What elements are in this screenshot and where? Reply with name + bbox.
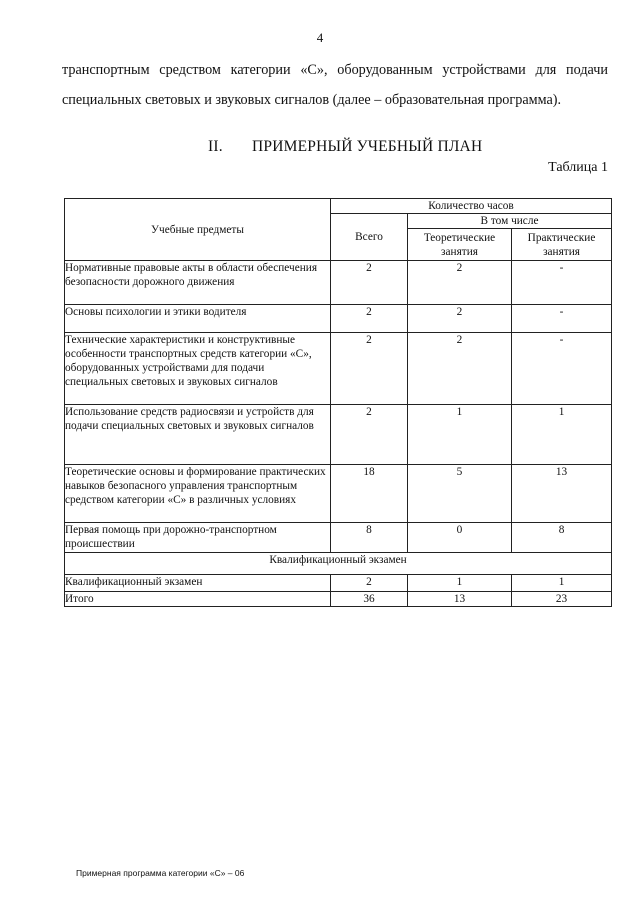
header-total: Всего: [331, 214, 408, 261]
row-practice: 1: [512, 405, 612, 465]
row-practice: -: [512, 305, 612, 333]
row-theory: 2: [408, 305, 512, 333]
row-total: 18: [331, 465, 408, 523]
table-row: [65, 405, 612, 465]
exam-section-row: [65, 553, 612, 575]
row-subject: Первая помощь при дорожно-транспортном происшествии: [65, 523, 331, 553]
intro-line-2: специальных световых и звуковых сигналов (далее – образовательная программа).: [62, 92, 562, 108]
table-caption: Таблица 1: [548, 160, 608, 175]
total-label: Итого: [65, 592, 331, 607]
row-subject: Основы психологии и этики водителя: [65, 305, 331, 333]
row-subject: Технические характеристики и конструктивные особенности транспортных средств категории «С», оборудованных устройствами для подачи специальных световых и звуковых сигналов: [65, 333, 331, 405]
intro-paragraph: [62, 60, 608, 110]
row-theory: 1: [408, 405, 512, 465]
intro-line-1: транспортным средством категории «С», оборудованным устройствами для подачи: [62, 62, 608, 78]
row-total: 8: [331, 523, 408, 553]
table-row: [65, 261, 612, 305]
section-heading: [208, 138, 482, 156]
header-practice: Практические занятия: [512, 229, 612, 261]
page-number: 4: [316, 30, 324, 45]
header-including: В том числе: [408, 214, 612, 229]
row-theory: 5: [408, 465, 512, 523]
row-theory: 0: [408, 523, 512, 553]
exam-total: 2: [331, 575, 408, 592]
page-footer: Примерная программа категории «С» – 06: [76, 868, 245, 878]
row-subject: Теоретические основы и формирование практических навыков безопасного управления транспортным средством категории «С» в различных условиях: [65, 465, 331, 523]
total-theory: 13: [408, 592, 512, 607]
row-theory: 2: [408, 261, 512, 305]
row-subject: Нормативные правовые акты в области обеспечения безопасности дорожного движения: [65, 261, 331, 305]
table-row: [65, 333, 612, 405]
total-row: [65, 592, 612, 607]
exam-section-title: Квалификационный экзамен: [65, 553, 612, 575]
curriculum-table: [64, 198, 612, 607]
exam-practice: 1: [512, 575, 612, 592]
row-total: 2: [331, 333, 408, 405]
row-subject: Использование средств радиосвязи и устройств для подачи специальных световых и звуковых сигналов: [65, 405, 331, 465]
header-theory: Теоретические занятия: [408, 229, 512, 261]
section-title: ПРИМЕРНЫЙ УЧЕБНЫЙ ПЛАН: [252, 138, 483, 155]
header-subjects: Учебные предметы: [65, 199, 331, 261]
row-total: 2: [331, 405, 408, 465]
section-number: II.: [208, 138, 223, 155]
row-practice: 13: [512, 465, 612, 523]
row-practice: -: [512, 261, 612, 305]
row-total: 2: [331, 305, 408, 333]
table-row: [65, 305, 612, 333]
row-theory: 2: [408, 333, 512, 405]
total-hours: 36: [331, 592, 408, 607]
row-practice: -: [512, 333, 612, 405]
exam-subject: Квалификационный экзамен: [65, 575, 331, 592]
exam-theory: 1: [408, 575, 512, 592]
row-practice: 8: [512, 523, 612, 553]
table-row: [65, 465, 612, 523]
total-practice: 23: [512, 592, 612, 607]
exam-row: [65, 575, 612, 592]
header-hours: Количество часов: [331, 199, 612, 214]
table-row: [65, 523, 612, 553]
row-total: 2: [331, 261, 408, 305]
